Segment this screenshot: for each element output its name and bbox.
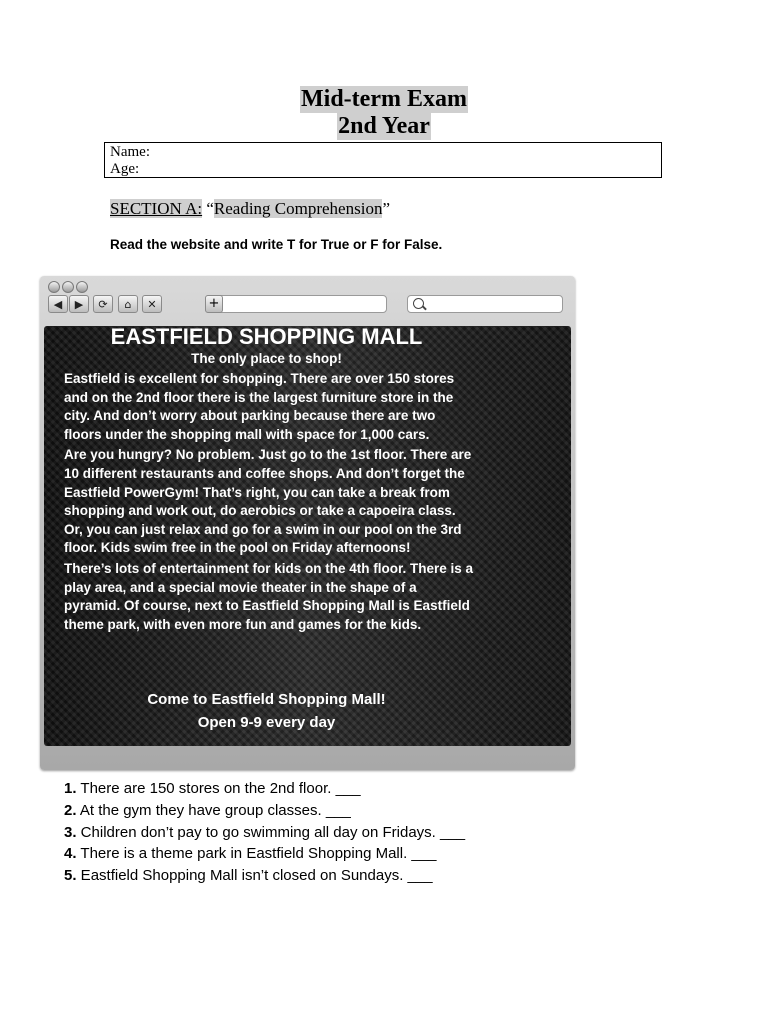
mall-closing-line2: Open 9-9 every day [197,714,336,731]
exam-title-line1: Mid-term Exam [301,86,467,112]
question-number: 2. [64,801,77,819]
question-number: 3. [64,823,77,841]
mall-description [64,370,474,636]
name-label: Name: [110,144,150,160]
mall-closing-line1: Come to Eastfield Shopping Mall! [147,691,386,708]
question-item[interactable] [64,778,465,800]
question-text: Children don’t pay to go swimming all day on Fridays. ___ [76,823,466,841]
instruction-text: Read the website and write T for True or F for False. [110,237,443,252]
mall-paragraph: Are you hungry? No problem. Just go to the 1st floor. There are 10 different restaurants and coffee shops. And don’t forget the Eastfield PowerGym! That’s right, you can take a break from shopping and work out, do aerobics or take a capoeira class. Or, you can just relax and go for a swim in our pool on the 3rd floor. Kids swim free in the pool on Friday afternoons! [64,447,472,556]
question-item[interactable] [64,800,465,822]
section-label: SECTION A: [110,199,203,218]
mall-title: EASTFIELD SHOPPING MALL [110,326,423,349]
home-icon[interactable]: ⌂ [118,295,138,313]
web-page-content [44,326,571,746]
question-number: 4. [64,845,77,863]
student-info-box[interactable] [104,142,662,178]
question-text: There is a theme park in Eastfield Shopping Mall. ___ [76,845,437,863]
search-input[interactable] [407,295,563,313]
reload-icon[interactable]: ⟳ [93,295,113,313]
mall-paragraph: There’s lots of entertainment for kids on the 4th floor. There is a play area, and a special movie theater in the shape of a pyramid. Of course, next to Eastfield Shopping Mall is Eastfield theme park, with even more fun and games for the kids. [64,560,474,632]
section-open-quote: “ [202,199,214,218]
section-title: Reading Comprehension [213,199,383,218]
mall-paragraph: Eastfield is excellent for shopping. There are over 150 stores and on the 2nd floor there is the largest furniture store in the city. And don’t worry about parking because there are two floors under the shopping mall with space for 1,000 cars. [64,371,455,442]
question-item[interactable] [64,865,465,887]
close-icon[interactable]: ✕ [142,295,162,313]
mall-subtitle: The only place to shop! [191,351,342,366]
new-tab-button[interactable]: + [205,295,223,313]
window-minimize-dot[interactable] [62,281,74,293]
address-bar[interactable] [205,295,387,313]
exam-title-line2: 2nd Year [338,113,430,139]
question-number: 1. [64,780,77,797]
window-close-dot[interactable] [48,281,60,293]
window-zoom-dot[interactable] [76,281,88,293]
age-label: Age: [110,161,140,177]
question-list [64,778,465,887]
question-text: There are 150 stores on the 2nd floor. ___ [76,780,361,797]
exam-title [0,86,768,140]
question-number: 5. [64,867,77,885]
question-item[interactable] [64,822,465,844]
browser-window [40,276,575,770]
back-icon[interactable]: ◀ [48,295,68,313]
search-icon [413,298,424,309]
question-text: At the gym they have group classes. ___ [76,801,351,819]
forward-icon[interactable]: ▶ [69,295,89,313]
section-close-quote: ” [382,199,390,218]
question-text: Eastfield Shopping Mall isn’t closed on Sundays. ___ [76,867,433,885]
section-heading [110,199,390,219]
question-item[interactable] [64,843,465,865]
